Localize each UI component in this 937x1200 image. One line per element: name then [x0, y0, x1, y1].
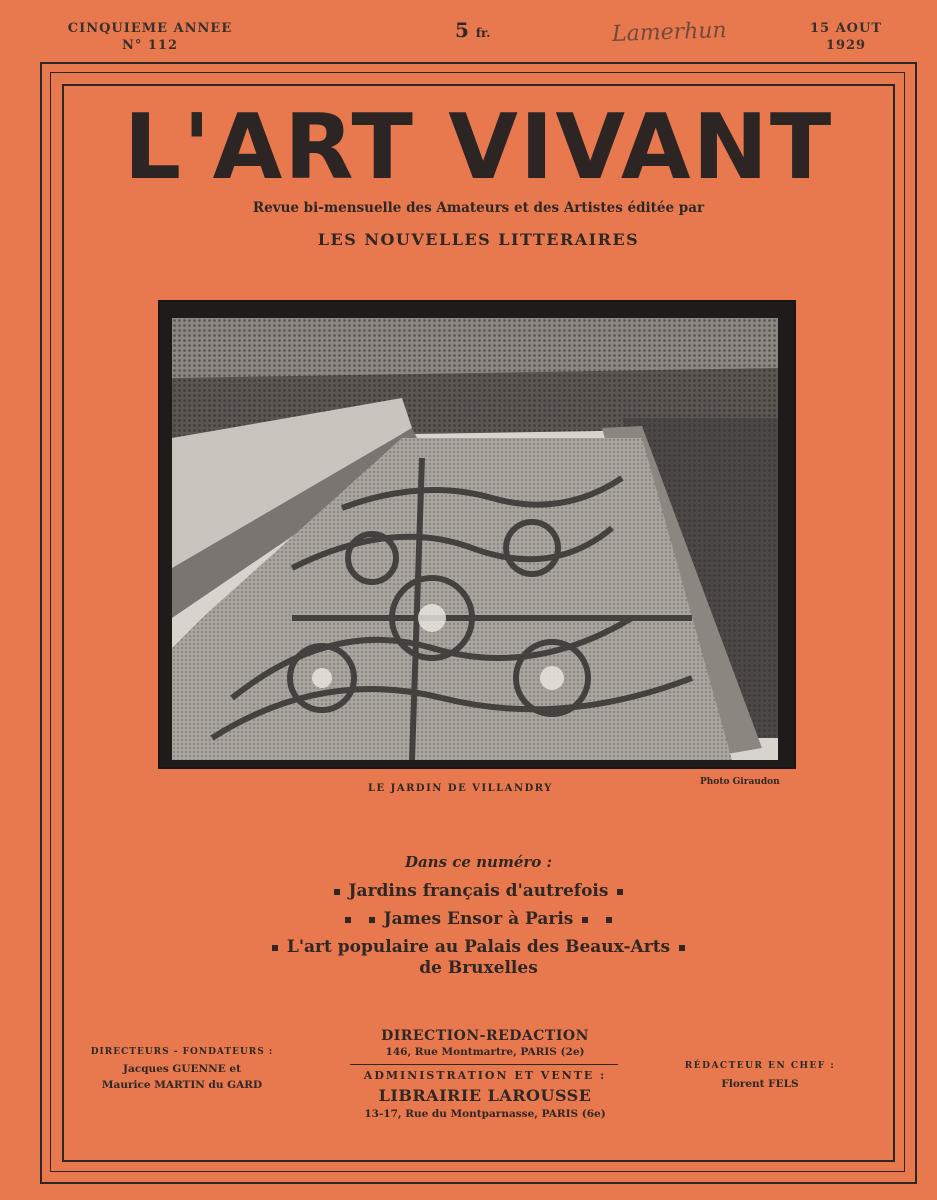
contents-item-text: L'art populaire au Palais des Beaux-Arts	[286, 937, 671, 957]
contents-item-text: James Ensor à Paris	[383, 909, 574, 929]
bullet-square-icon	[345, 917, 351, 923]
editor-heading: RÉDACTEUR EN CHEF :	[684, 1061, 836, 1071]
bullet-square-icon	[272, 945, 278, 951]
directors-line-1: Jacques GUENNE et	[123, 1063, 241, 1075]
administration-address: 13-17, Rue du Montparnasse, PARIS (6e)	[364, 1108, 606, 1120]
contents-item-continued: de Bruxelles	[419, 958, 538, 978]
footer-divider	[350, 1064, 618, 1065]
bullet-square-icon	[369, 917, 375, 923]
garden-photo-illustration	[172, 318, 778, 760]
cover-photo-frame	[158, 300, 796, 769]
administration-name: LIBRAIRIE LAROUSSE	[378, 1086, 592, 1105]
bullet-square-icon	[679, 945, 685, 951]
contents-item	[62, 937, 895, 957]
magazine-subtitle: Revue bi-mensuelle des Amateurs et des Artistes éditée par	[252, 200, 705, 216]
contents-heading: Dans ce numéro :	[404, 853, 553, 871]
bullet-square-icon	[334, 889, 340, 895]
bullet-square-icon	[582, 917, 588, 923]
directors-line-2: Maurice MARTIN du GARD	[101, 1079, 263, 1091]
price	[455, 18, 490, 42]
redaction-address: 146, Rue Montmartre, PARIS (2e)	[385, 1046, 585, 1058]
price-value: 5	[455, 18, 469, 42]
magazine-title: L'ART VIVANT	[123, 95, 834, 200]
garden-photo	[172, 318, 778, 760]
issue-year: CINQUIEME ANNEE	[67, 21, 233, 36]
administration-title: ADMINISTRATION ET VENTE :	[363, 1069, 607, 1082]
issue-number: N° 112	[121, 38, 179, 53]
issue-year-number	[40, 20, 260, 54]
issue-year-date: 1929	[825, 38, 867, 53]
photo-credit: Photo Giraudon	[700, 777, 780, 787]
bullet-square-icon	[617, 889, 623, 895]
redaction-title: DIRECTION-REDACTION	[381, 1028, 589, 1044]
bullet-square-icon	[606, 917, 612, 923]
contents-item	[62, 881, 895, 901]
price-unit: fr.	[475, 26, 491, 40]
directors-heading: DIRECTEURS - FONDATEURS :	[90, 1047, 274, 1057]
issue-date	[791, 20, 901, 54]
issue-day-month: 15 AOUT	[809, 21, 883, 36]
contents-item-text: Jardins français d'autrefois	[348, 881, 609, 901]
contents-item	[62, 909, 895, 929]
publisher-name: LES NOUVELLES LITTERAIRES	[317, 230, 640, 249]
editor-name: Florent FELS	[721, 1078, 799, 1090]
photo-caption: LE JARDIN DE VILLANDRY	[368, 783, 553, 794]
handwritten-annotation: Lamerhun	[611, 18, 728, 47]
